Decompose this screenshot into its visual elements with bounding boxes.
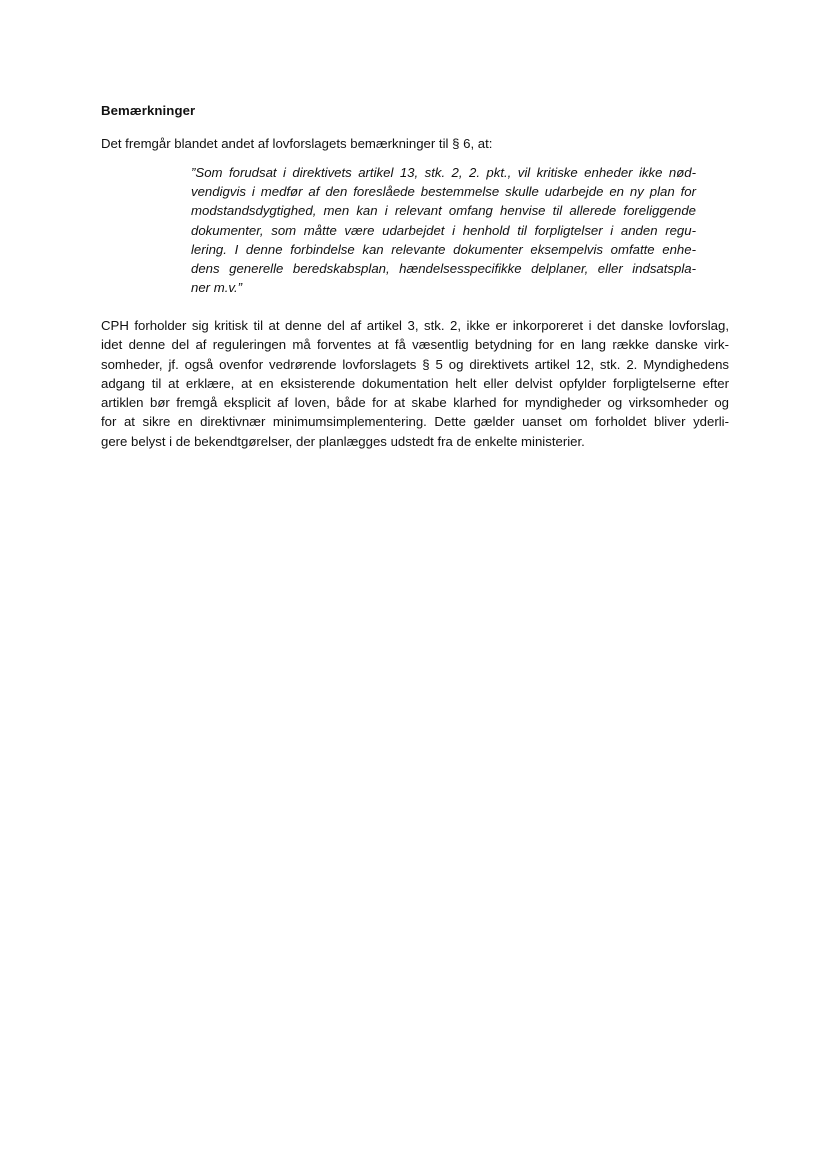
- section-heading: Bemærkninger: [101, 103, 196, 118]
- body-paragraph: [101, 316, 729, 451]
- paragraph-line: gere belyst i de bekendtgørelser, der planlægges udstedt fra de enkelte ministerier.: [101, 433, 585, 449]
- quote-line: lering. I denne forbindelse kan relevante dokumenter eksempelvis omfatte enhe-: [191, 241, 696, 257]
- intro-sentence: Det fremgår blandet andet af lovforslagets bemærkninger til § 6, at:: [101, 136, 493, 151]
- quote-line: modstandsdygtighed, men kan i relevant omfang henvise til allerede foreliggende: [191, 203, 696, 219]
- paragraph-line: CPH forholder sig kritisk til at denne del af artikel 3, stk. 2, ikke er inkorporeret i det danske lovforslag,: [101, 318, 729, 333]
- paragraph-line: artiklen bør fremgå eksplicit af loven, både for at skabe klarhed for myndigheder og virksomheder og: [101, 395, 729, 411]
- paragraph-line: somheder, jf. også ovenfor vedrørende lovforslagets § 5 og direktivets artikel 12, stk. 2. Myndighedens: [101, 356, 729, 372]
- quote-line: ”Som forudsat i direktivets artikel 13, stk. 2, 2. pkt., vil kritiske enheder ikke nød-: [191, 165, 696, 180]
- paragraph-line: for at sikre en direktivnær minimumsimplementering. Dette gælder uanset om forholdet bliver yderli-: [101, 414, 729, 430]
- paragraph-line: idet denne del af reguleringen må forventes at få væsentlig betydning for en lang række danske virk-: [101, 337, 729, 353]
- paragraph-line: adgang til at erklære, at en eksisterende dokumentation helt eller delvist opfylder forpligtelserne efter: [101, 375, 729, 391]
- quote-line: dokumenter, som måtte være udarbejdet i henhold til forpligtelser i anden regu-: [191, 222, 696, 238]
- quote-line: ner m.v.”: [191, 280, 243, 296]
- block-quote: [191, 163, 696, 297]
- quote-line: vendigvis i medfør af den foreslåede bestemmelse skulle udarbejde en ny plan for: [191, 184, 696, 200]
- quote-line: dens generelle beredskabsplan, hændelsesspecifikke delplaner, eller indsatspla-: [191, 261, 696, 277]
